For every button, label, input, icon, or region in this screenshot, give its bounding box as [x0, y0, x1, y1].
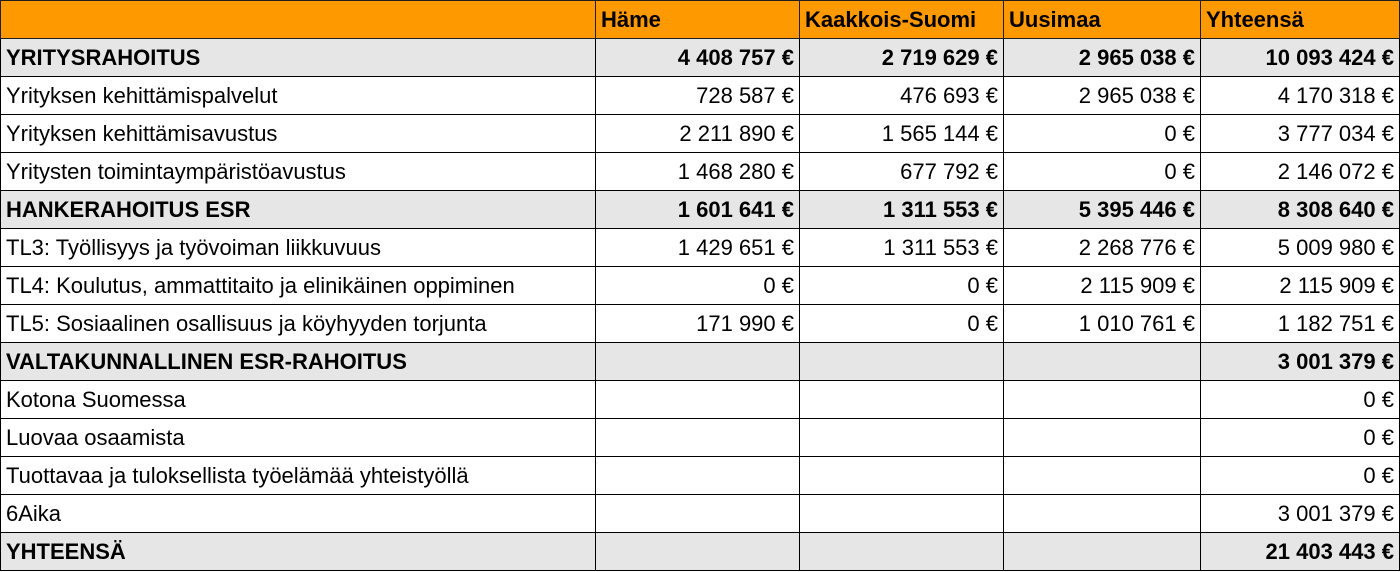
cell-kaakkois-suomi: 0 € [800, 305, 1004, 343]
row-label: TL3: Työllisyys ja työvoiman liikkuvuus [1, 229, 596, 267]
cell-uusimaa [1004, 457, 1201, 495]
section-row [1, 39, 1400, 77]
cell-yhteensa: 3 001 379 € [1201, 495, 1400, 533]
cell-kaakkois-suomi [800, 457, 1004, 495]
section-row [1, 343, 1400, 381]
header-row [1, 1, 1400, 39]
cell-yhteensa: 1 182 751 € [1201, 305, 1400, 343]
cell-uusimaa: 2 965 038 € [1004, 77, 1201, 115]
cell-hame [596, 419, 800, 457]
header-cell-hame: Häme [596, 1, 800, 39]
cell-yhteensa: 3 777 034 € [1201, 115, 1400, 153]
cell-uusimaa: 1 010 761 € [1004, 305, 1201, 343]
cell-uusimaa [1004, 495, 1201, 533]
row-label: 6Aika [1, 495, 596, 533]
cell-hame [596, 495, 800, 533]
cell-uusimaa: 0 € [1004, 153, 1201, 191]
cell-hame [596, 533, 800, 571]
row-label: Tuottavaa ja tuloksellista työelämää yhteistyöllä [1, 457, 596, 495]
cell-hame: 1 429 651 € [596, 229, 800, 267]
cell-hame [596, 457, 800, 495]
cell-hame: 0 € [596, 267, 800, 305]
cell-uusimaa: 2 268 776 € [1004, 229, 1201, 267]
cell-hame: 1 468 280 € [596, 153, 800, 191]
row-label: Yrityksen kehittämisavustus [1, 115, 596, 153]
cell-yhteensa: 4 170 318 € [1201, 77, 1400, 115]
cell-uusimaa: 5 395 446 € [1004, 191, 1201, 229]
cell-hame: 2 211 890 € [596, 115, 800, 153]
cell-hame: 171 990 € [596, 305, 800, 343]
cell-yhteensa: 0 € [1201, 419, 1400, 457]
header-cell-yhteensa: Yhteensä [1201, 1, 1400, 39]
row-label: HANKERAHOITUS ESR [1, 191, 596, 229]
row-label: Yrityksen kehittämispalvelut [1, 77, 596, 115]
table-row [1, 153, 1400, 191]
cell-uusimaa: 2 115 909 € [1004, 267, 1201, 305]
row-label: Luovaa osaamista [1, 419, 596, 457]
cell-hame [596, 381, 800, 419]
table-row [1, 381, 1400, 419]
cell-kaakkois-suomi: 0 € [800, 267, 1004, 305]
cell-yhteensa: 8 308 640 € [1201, 191, 1400, 229]
cell-uusimaa [1004, 343, 1201, 381]
table-row [1, 77, 1400, 115]
cell-kaakkois-suomi: 476 693 € [800, 77, 1004, 115]
cell-kaakkois-suomi: 1 311 553 € [800, 191, 1004, 229]
cell-hame [596, 343, 800, 381]
cell-kaakkois-suomi [800, 533, 1004, 571]
cell-yhteensa: 0 € [1201, 381, 1400, 419]
header-cell-uusimaa: Uusimaa [1004, 1, 1201, 39]
cell-hame: 1 601 641 € [596, 191, 800, 229]
row-label: Yritysten toimintaympäristöavustus [1, 153, 596, 191]
cell-uusimaa: 2 965 038 € [1004, 39, 1201, 77]
cell-yhteensa: 2 146 072 € [1201, 153, 1400, 191]
cell-hame: 4 408 757 € [596, 39, 800, 77]
table-body [1, 39, 1400, 571]
cell-kaakkois-suomi: 1 311 553 € [800, 229, 1004, 267]
cell-yhteensa: 3 001 379 € [1201, 343, 1400, 381]
row-label: TL5: Sosiaalinen osallisuus ja köyhyyden torjunta [1, 305, 596, 343]
cell-yhteensa: 5 009 980 € [1201, 229, 1400, 267]
row-label: VALTAKUNNALLINEN ESR-RAHOITUS [1, 343, 596, 381]
cell-kaakkois-suomi: 1 565 144 € [800, 115, 1004, 153]
table-row [1, 457, 1400, 495]
cell-yhteensa: 0 € [1201, 457, 1400, 495]
cell-kaakkois-suomi [800, 381, 1004, 419]
cell-hame: 728 587 € [596, 77, 800, 115]
header-cell-kaakkois-suomi: Kaakkois-Suomi [800, 1, 1004, 39]
cell-kaakkois-suomi: 2 719 629 € [800, 39, 1004, 77]
total-row [1, 533, 1400, 571]
cell-uusimaa [1004, 381, 1201, 419]
row-label: Kotona Suomessa [1, 381, 596, 419]
cell-yhteensa: 21 403 443 € [1201, 533, 1400, 571]
row-label: YHTEENSÄ [1, 533, 596, 571]
cell-kaakkois-suomi [800, 495, 1004, 533]
header-cell-label [1, 1, 596, 39]
cell-kaakkois-suomi [800, 343, 1004, 381]
table-row [1, 495, 1400, 533]
cell-uusimaa [1004, 419, 1201, 457]
cell-yhteensa: 2 115 909 € [1201, 267, 1400, 305]
table-row [1, 419, 1400, 457]
cell-kaakkois-suomi: 677 792 € [800, 153, 1004, 191]
cell-yhteensa: 10 093 424 € [1201, 39, 1400, 77]
table-row [1, 267, 1400, 305]
row-label: TL4: Koulutus, ammattitaito ja elinikäinen oppiminen [1, 267, 596, 305]
section-row [1, 191, 1400, 229]
cell-uusimaa: 0 € [1004, 115, 1201, 153]
table-row [1, 115, 1400, 153]
table-row [1, 305, 1400, 343]
row-label: YRITYSRAHOITUS [1, 39, 596, 77]
cell-kaakkois-suomi [800, 419, 1004, 457]
table-row [1, 229, 1400, 267]
cell-uusimaa [1004, 533, 1201, 571]
